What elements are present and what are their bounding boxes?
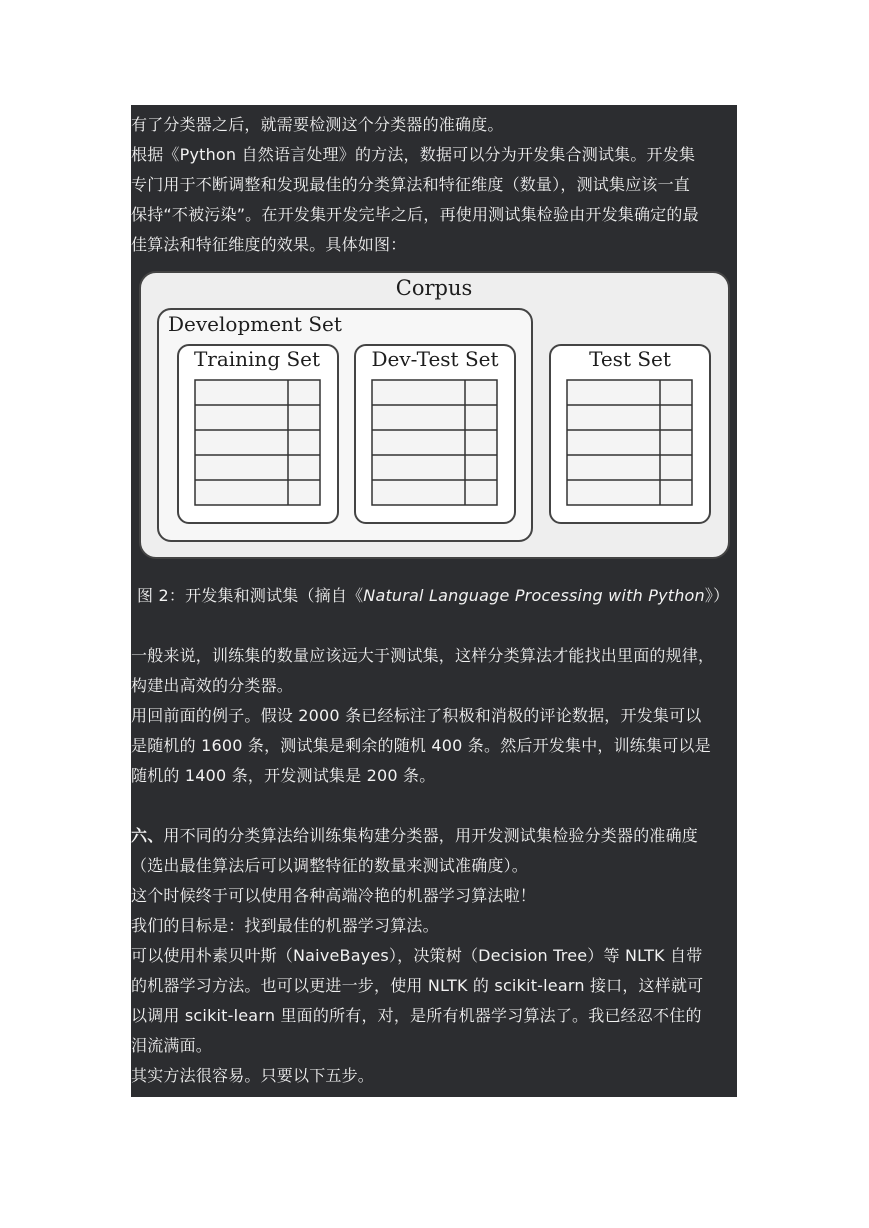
section-number: 六、 [131, 826, 164, 845]
blank-line [131, 611, 737, 641]
intro-line: 佳算法和特征维度的效果。具体如图： [131, 235, 407, 254]
development-set-label: Development Set [168, 312, 342, 336]
intro-text-block [131, 105, 737, 265]
corpus-diagram [131, 265, 737, 570]
paragraph-line: 以调用 scikit-learn 里面的所有，对，是所有机器学习算法了。我已经忍不住的 [131, 1006, 702, 1025]
corpus-label: Corpus [395, 276, 473, 300]
dev-test-table [372, 380, 497, 505]
blank-line [131, 791, 737, 821]
intro-line: 保持“不被污染”。在开发集开发完毕之后，再使用测试集检验由开发集确定的最 [131, 205, 699, 224]
paragraph-line: 是随机的 1600 条，测试集是剩余的随机 400 条。然后开发集中，训练集可以是 [131, 736, 711, 755]
figure-caption [131, 581, 737, 611]
caption-prefix: 图 2：开发集和测试集（摘自《 [137, 586, 364, 605]
paragraph-line: 可以使用朴素贝叶斯（NaiveBayes），决策树（Decision Tree）等 NLTK 自带 [131, 946, 703, 965]
section-heading-line [131, 821, 737, 851]
paragraph-line: 一般来说，训练集的数量应该远大于测试集，这样分类算法才能找出里面的规律， [131, 646, 715, 665]
paragraph-line: 其实方法很容易。只要以下五步。 [131, 1066, 375, 1085]
dev-test-set-label: Dev-Test Set [371, 347, 499, 371]
caption-book-title: Natural Language Processing with Python [363, 586, 705, 605]
corpus-diagram-svg [131, 265, 737, 570]
paragraph-line: 构建出高效的分类器。 [131, 676, 294, 695]
section-heading-text: 用不同的分类算法给训练集构建分类器，用开发测试集检验分类器的准确度 [163, 826, 699, 845]
paragraph-line: 随机的 1400 条，开发测试集是 200 条。 [131, 766, 436, 785]
test-table [567, 380, 692, 505]
paragraph-line: 泪流满面。 [131, 1036, 213, 1055]
training-table [195, 380, 320, 505]
intro-line: 专门用于不断调整和发现最佳的分类算法和特征维度（数量），测试集应该一直 [131, 175, 691, 194]
training-set-label: Training Set [193, 347, 321, 371]
intro-line: 有了分类器之后，就需要检测这个分类器的准确度。 [131, 115, 504, 134]
paragraph-line: 用回前面的例子。假设 2000 条已经标注了积极和消极的评论数据，开发集可以 [131, 706, 702, 725]
paragraph-line: 我们的目标是：找到最佳的机器学习算法。 [131, 916, 439, 935]
paragraph-line: 这个时候终于可以使用各种高端冷艳的机器学习算法啦！ [131, 886, 537, 905]
paragraph-line: 的机器学习方法。也可以更进一步，使用 NLTK 的 scikit-learn 接口，这样就可 [131, 976, 704, 995]
paragraph-line: （选出最佳算法后可以调整特征的数量来测试准确度）。 [131, 856, 529, 875]
intro-line: 根据《Python 自然语言处理》的方法，数据可以分为开发集合测试集。开发集 [131, 145, 696, 164]
body-text-block [131, 570, 737, 1097]
caption-suffix: 》） [704, 586, 730, 605]
test-set-label: Test Set [589, 347, 671, 371]
